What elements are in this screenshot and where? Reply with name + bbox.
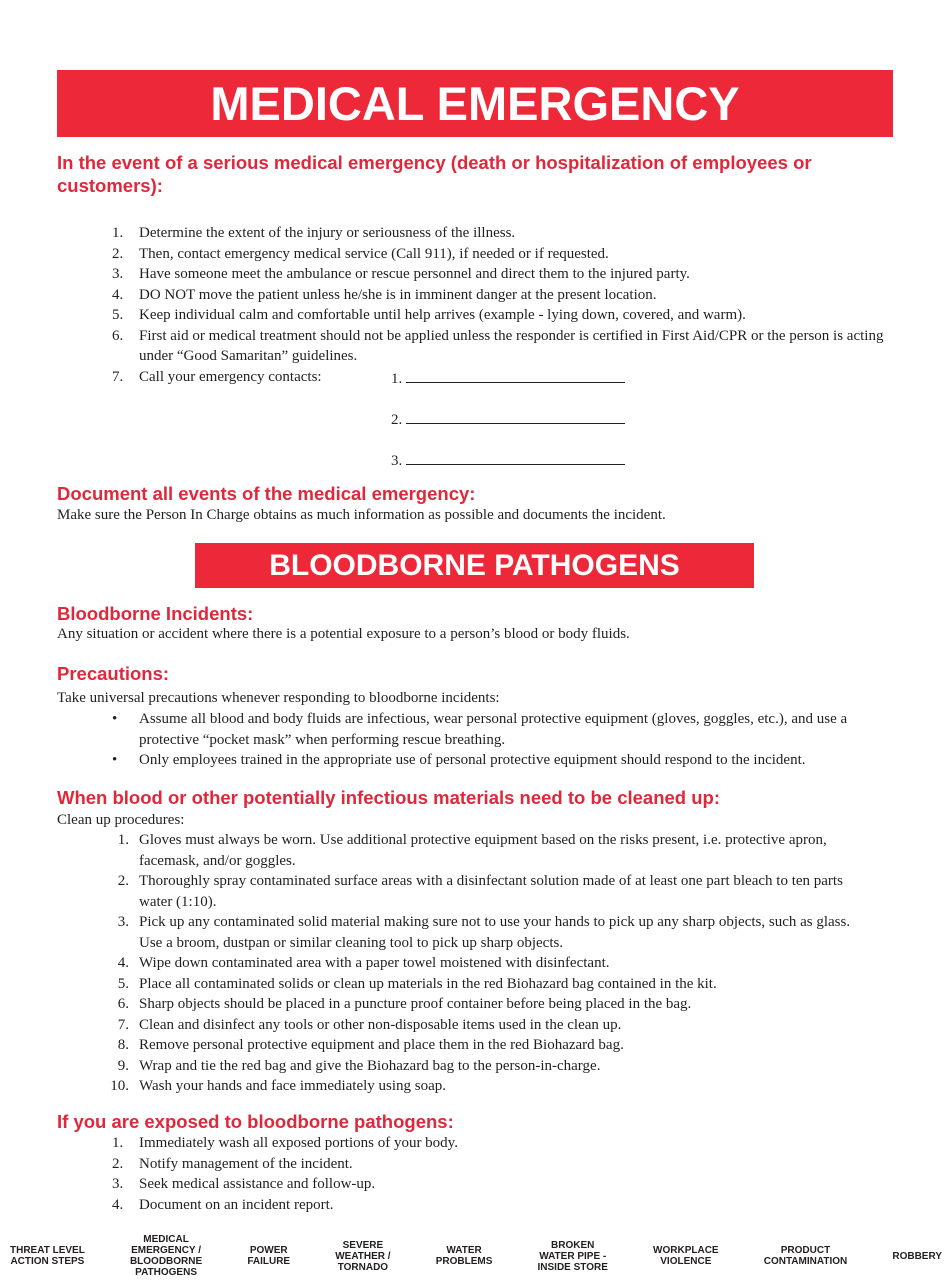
contact-line-2[interactable]: 2. <box>391 408 625 431</box>
footer-nav <box>0 1226 950 1286</box>
exposed-steps-list <box>112 1133 867 1215</box>
list-item: 1. Gloves must always be worn. Use additional protective equipment based on the risks present, i.e. protective apron, facemask, and/or goggles. <box>117 832 827 869</box>
list-item: 5. Place all contaminated solids or clean up materials in the red Biohazard bag contained in the kit. <box>117 975 717 992</box>
incidents-text: Any situation or accident where there is a potential exposure to a person’s blood or body fluids. <box>57 626 630 642</box>
document-heading: Document all events of the medical emergency: <box>57 483 476 504</box>
tab-severe-weather-tornado[interactable]: SEVERE WEATHER / TORNADO <box>335 1239 391 1273</box>
list-item: 2. Then, contact emergency medical service (Call 911), if needed or if requested. <box>112 245 609 262</box>
incidents-heading: Bloodborne Incidents: <box>57 603 254 624</box>
list-item: 4. Document on an incident report. <box>112 1196 334 1213</box>
medical-emergency-banner: MEDICAL EMERGENCY <box>57 70 893 137</box>
list-item: 1. Determine the extent of the injury or seriousness of the illness. <box>112 225 516 241</box>
list-item: 8. Remove personal protective equipment and place them in the red Biohazard bag. <box>117 1037 624 1053</box>
contact-line-3[interactable]: 3. <box>391 449 625 472</box>
tab-robbery[interactable]: ROBBERY <box>892 1250 942 1262</box>
list-item: 3. Have someone meet the ambulance or rescue personnel and direct them to the injured party. <box>112 266 690 282</box>
precautions-list <box>112 709 902 771</box>
list-item: 2. Thoroughly spray contaminated surface areas with a disinfectant solution made of at least one part bleach to ten parts water (1:10). <box>117 873 843 910</box>
list-item: 6. First aid or medical treatment should not be applied unless the responder is certified in First Aid/CPR or the person is acting under “Good Samaritan” guidelines. <box>112 327 884 364</box>
emergency-contacts <box>391 367 651 477</box>
list-item: 3. Seek medical assistance and follow-up. <box>112 1176 376 1192</box>
list-item: 7. Clean and disinfect any tools or other non-disposable items used in the clean up. <box>117 1016 622 1033</box>
cleanup-heading: When blood or other potentially infectious materials need to be cleaned up: <box>57 787 720 808</box>
tab-threat-level-action-steps[interactable]: THREAT LEVEL ACTION STEPS <box>10 1245 85 1267</box>
medical-intro-heading: In the event of a serious medical emergency (death or hospitalization of employees or customers): <box>57 152 812 196</box>
list-item: • Only employees trained in the appropriate use of personal protective equipment should respond to the incident. <box>112 752 806 768</box>
list-item: 3. Pick up any contaminated solid material making sure not to use your hands to pick up any sharp objects, such as glass. Use a broom, dustpan or similar cleaning tool to pick up sharp objects. <box>117 914 851 951</box>
contact-line-1[interactable]: 1. <box>391 367 625 390</box>
list-item: 2. Notify management of the incident. <box>112 1155 353 1172</box>
list-item: • Assume all blood and body fluids are infectious, wear personal protective equipment (gloves, goggles, etc.), and use a protective “pocket mask” when performing rescue breathing. <box>112 711 848 748</box>
tab-broken-water-pipe[interactable]: BROKEN WATER PIPE - INSIDE STORE <box>537 1239 608 1273</box>
cleanup-steps-list <box>112 830 867 1097</box>
tab-product-contamination[interactable]: PRODUCT CONTAMINATION <box>763 1245 848 1267</box>
tab-medical-emergency-bloodborne[interactable]: MEDICAL EMERGENCY / BLOODBORNE PATHOGENS <box>129 1234 203 1278</box>
list-item: 4. DO NOT move the patient unless he/she is in imminent danger at the present location. <box>112 286 657 303</box>
precautions-heading: Precautions: <box>57 663 170 684</box>
list-item: 1. Immediately wash all exposed portions of your body. <box>112 1135 458 1151</box>
tab-power-failure[interactable]: POWER FAILURE <box>247 1245 291 1267</box>
list-item: 6. Sharp objects should be placed in a puncture proof container before being placed in the bag. <box>117 996 692 1012</box>
list-item: 10. Wash your hands and face immediately using soap. <box>110 1078 447 1094</box>
list-item: 5. Keep individual calm and comfortable until help arrives (example - lying down, covered, and warm). <box>112 307 746 323</box>
exposed-heading: If you are exposed to bloodborne pathogens: <box>57 1111 454 1132</box>
precautions-intro: Take universal precautions whenever responding to bloodborne incidents: <box>57 690 500 706</box>
list-item: 7. Call your emergency contacts: <box>112 368 322 385</box>
list-item: 9. Wrap and tie the red bag and give the Biohazard bag to the person-in-charge. <box>117 1057 601 1074</box>
document-text: Make sure the Person In Charge obtains as much information as possible and documents the incident. <box>57 507 666 523</box>
tab-workplace-violence[interactable]: WORKPLACE VIOLENCE <box>653 1245 719 1267</box>
bloodborne-pathogens-banner: BLOODBORNE PATHOGENS <box>195 543 754 588</box>
medical-steps-list <box>112 223 902 387</box>
list-item: 4. Wipe down contaminated area with a paper towel moistened with disinfectant. <box>117 955 610 971</box>
tab-water-problems[interactable]: WATER PROBLEMS <box>435 1245 493 1267</box>
cleanup-intro: Clean up procedures: <box>57 812 185 828</box>
